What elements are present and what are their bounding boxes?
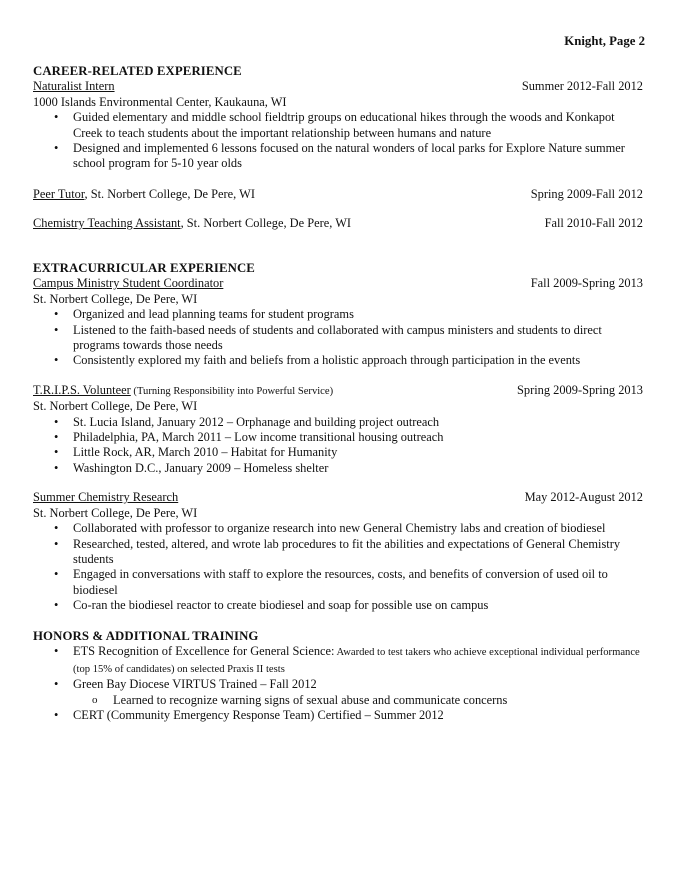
job-title: Summer Chemistry Research: [33, 490, 179, 505]
job-title: Peer Tutor: [33, 186, 85, 201]
job-dates: May 2012-August 2012: [524, 490, 643, 505]
page-header: Knight, Page 2: [564, 34, 645, 48]
job-header: [33, 79, 643, 94]
bullet-list: [33, 415, 643, 477]
bullet-item: • Green Bay Diocese VIRTUS Trained – Fall 2012: [73, 677, 643, 692]
section-heading: HONORS & ADDITIONAL TRAINING: [33, 629, 259, 643]
bullet-list: [33, 307, 643, 369]
job-dates: Fall 2009-Spring 2013: [530, 276, 643, 291]
job-header: [33, 187, 643, 202]
bullet-item: • Listened to the faith-based needs of students and collaborated with campus ministers and students to direct programs towards those needs: [73, 323, 643, 354]
bullet-item: • Organized and lead planning teams for student programs: [73, 307, 643, 322]
job-org: St. Norbert College, De Pere, WI: [33, 505, 198, 520]
honor-detail: Awarded to test takers who achieve exceptional individual performance (top 15% of candidates) on selected Praxis II tests: [73, 647, 640, 675]
job-location: , St. Norbert College, De Pere, WI: [180, 216, 352, 231]
bullet-item: [73, 644, 643, 677]
honor-title: ETS Recognition of Excellence for General Science:: [73, 644, 335, 659]
career-section: [33, 64, 643, 232]
bullet-item: • Designed and implemented 6 lessons focused on the natural wonders of local parks for Explore Nature summer school program for 5-10 year olds: [73, 141, 643, 172]
job-org: 1000 Islands Environmental Center, Kaukauna, WI: [33, 94, 287, 109]
bullet-item: • Co-ran the biodiesel reactor to create biodiesel and soap for possible use on campus: [73, 598, 643, 613]
section-heading: CAREER-RELATED EXPERIENCE: [33, 64, 242, 78]
job-title: Campus Ministry Student Coordinator: [33, 276, 224, 291]
bullet-item: • Researched, tested, altered, and wrote lab procedures to fit the abilities and expectations of General Chemistry students: [73, 537, 643, 568]
extracurricular-section: [33, 261, 643, 614]
bullet-item: • Little Rock, AR, March 2010 – Habitat for Humanity: [73, 445, 643, 460]
sub-bullet-list: [33, 693, 643, 708]
job-header: [33, 276, 643, 291]
bullet-list: [33, 644, 643, 692]
job-dates: Spring 2009-Spring 2013: [517, 382, 643, 397]
bullet-item: • St. Lucia Island, January 2012 – Orphanage and building project outreach: [73, 415, 643, 430]
bullet-item: • Consistently explored my faith and beliefs from a holistic approach through participation in the events: [73, 353, 643, 368]
job-org: St. Norbert College, De Pere, WI: [33, 399, 198, 414]
job-dates: Summer 2012-Fall 2012: [521, 79, 643, 94]
bullet-item: • CERT (Community Emergency Response Team) Certified – Summer 2012: [73, 708, 643, 723]
bullet-item: • Engaged in conversations with staff to explore the resources, costs, and benefits of conversion of used oil to biodiesel: [73, 567, 643, 598]
job-subtitle: (Turning Responsibility into Powerful Service): [130, 385, 334, 397]
job-dates: Spring 2009-Fall 2012: [530, 186, 643, 201]
job-header: [33, 383, 643, 399]
section-heading: EXTRACURRICULAR EXPERIENCE: [33, 261, 255, 275]
bullet-item: • Collaborated with professor to organize research into new General Chemistry labs and creation of biodiesel: [73, 521, 643, 536]
bullet-list: [33, 521, 643, 613]
job-title: T.R.I.P.S. Volunteer: [33, 382, 131, 397]
job-location: , St. Norbert College, De Pere, WI: [84, 186, 255, 201]
bullet-item: • Guided elementary and middle school fieldtrip groups on educational hikes through the woods and Konkapot Creek to teach students about the important relationship between humans and nature: [73, 110, 643, 141]
job-dates: Fall 2010-Fall 2012: [544, 216, 643, 231]
bullet-item: • Philadelphia, PA, March 2011 – Low income transitional housing outreach: [73, 430, 643, 445]
sub-bullet-item: o Learned to recognize warning signs of sexual abuse and communicate concerns: [113, 693, 643, 708]
job-org: St. Norbert College, De Pere, WI: [33, 291, 198, 306]
job-title: Naturalist Intern: [33, 79, 115, 94]
honors-section: [33, 629, 643, 723]
job-title: Chemistry Teaching Assistant: [33, 216, 181, 231]
bullet-list: [33, 708, 643, 723]
job-header: [33, 216, 643, 231]
job-header: [33, 490, 643, 505]
bullet-list: [33, 110, 643, 172]
bullet-item: • Washington D.C., January 2009 – Homeless shelter: [73, 461, 643, 476]
